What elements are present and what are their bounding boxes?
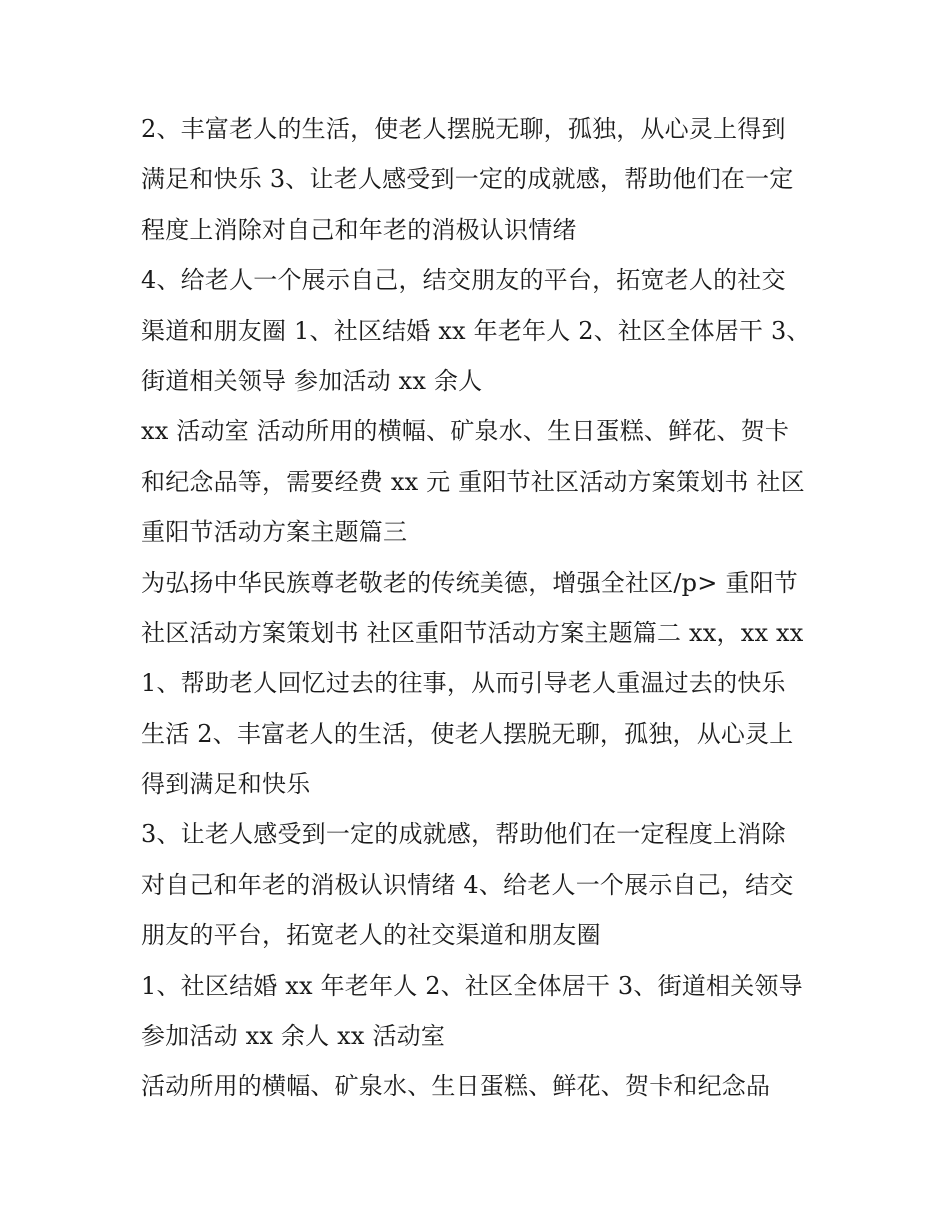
- text-line: 3、让老人感受到一定的成就感，帮助他们在一定程度上消除: [141, 820, 786, 849]
- text-line: 和纪念品等，需要经费 xx 元 重阳节社区活动方案策划书 社区: [141, 467, 805, 496]
- text-line: 1、帮助老人回忆过去的往事，从而引导老人重温过去的快乐: [141, 669, 786, 698]
- text-line: 社区活动方案策划书 社区重阳节活动方案主题篇二 xx，xx xx: [141, 618, 804, 647]
- text-line: 对自己和年老的消极认识情绪 4、给老人一个展示自己，结交: [141, 870, 794, 899]
- text-line: 4、给老人一个展示自己，结交朋友的平台，拓宽老人的社交: [141, 266, 786, 295]
- text-line: 满足和快乐 3、让老人感受到一定的成就感，帮助他们在一定: [141, 165, 794, 194]
- text-line: 活动所用的横幅、矿泉水、生日蛋糕、鲜花、贺卡和纪念品: [141, 1072, 771, 1101]
- text-line: 重阳节活动方案主题篇三: [141, 518, 408, 547]
- text-line: 得到满足和快乐: [141, 770, 311, 799]
- text-line: 街道相关领导 参加活动 xx 余人: [141, 366, 483, 395]
- text-line: 渠道和朋友圈 1、社区结婚 xx 年老年人 2、社区全体居干 3、: [141, 316, 811, 345]
- text-line: xx 活动室 活动所用的横幅、矿泉水、生日蛋糕、鲜花、贺卡: [141, 417, 790, 446]
- text-line: 生活 2、丰富老人的生活，使老人摆脱无聊，孤独，从心灵上: [141, 719, 794, 748]
- text-line: 参加活动 xx 余人 xx 活动室: [141, 1022, 446, 1051]
- text-line: 程度上消除对自己和年老的消极认识情绪: [141, 215, 577, 244]
- text-line: 为弘扬中华民族尊老敬老的传统美德，增强全社区/p> 重阳节: [141, 568, 798, 597]
- text-line: 朋友的平台，拓宽老人的社交渠道和朋友圈: [141, 921, 601, 950]
- text-line: 2、丰富老人的生活，使老人摆脱无聊，孤独，从心灵上得到: [141, 115, 786, 143]
- text-line: 1、社区结婚 xx 年老年人 2、社区全体居干 3、街道相关领导: [141, 971, 803, 1000]
- document-body: [141, 104, 821, 1112]
